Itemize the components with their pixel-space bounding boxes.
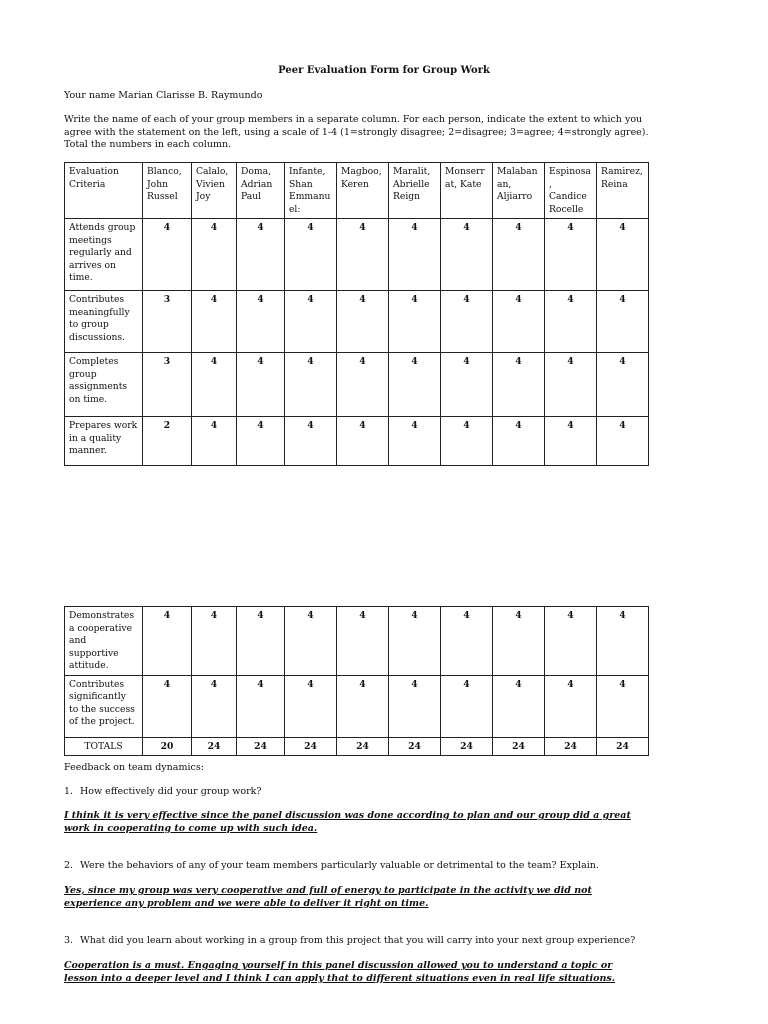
evaluation-table-top: [64, 162, 649, 466]
score-cell: 4: [545, 417, 597, 466]
question-1: [64, 786, 262, 797]
member-header: Malaban an, Aljiarro: [493, 163, 545, 219]
score-cell: 4: [285, 291, 337, 353]
answer-1: I think it is very effective since the panel discussion was done according to plan and our group did a great work in cooperating to come up with such idea.: [64, 810, 631, 834]
score-cell: 4: [237, 607, 285, 676]
total-cell: 24: [192, 737, 237, 756]
table-row: [65, 417, 649, 466]
score-cell: 4: [143, 219, 192, 291]
evaluation-table-bottom: [64, 606, 649, 756]
score-cell: 4: [337, 219, 389, 291]
score-cell: 4: [389, 417, 441, 466]
question-2: [64, 860, 599, 871]
criterion-label: Contributes meaningfully to group discussions.: [65, 291, 143, 353]
score-cell: 4: [597, 675, 649, 737]
score-cell: 4: [545, 607, 597, 676]
score-cell: 4: [237, 417, 285, 466]
score-cell: 4: [337, 607, 389, 676]
score-cell: 4: [597, 607, 649, 676]
score-cell: 4: [237, 353, 285, 417]
criterion-label: Completes group assignments on time.: [65, 353, 143, 417]
score-cell: 4: [441, 219, 493, 291]
score-cell: 4: [237, 291, 285, 353]
score-cell: 4: [493, 291, 545, 353]
question-number: 1.: [64, 786, 74, 797]
score-cell: 3: [143, 291, 192, 353]
table-row: [65, 675, 649, 737]
total-cell: 24: [389, 737, 441, 756]
criterion-label: Prepares work in a quality manner.: [65, 417, 143, 466]
criteria-header: Evaluation Criteria: [65, 163, 143, 219]
score-cell: 4: [493, 675, 545, 737]
total-cell: 24: [337, 737, 389, 756]
member-header: Doma, Adrian Paul: [237, 163, 285, 219]
score-cell: 4: [237, 675, 285, 737]
score-cell: 4: [192, 291, 237, 353]
score-cell: 4: [441, 675, 493, 737]
instructions-text: Write the name of each of your group members in a separate column. For each person, indicate the extent to which you agree with the statement on the left, using a scale of 1-4 (1=strongly disagree; 2=disagree; 3=agree; 4=strongly agree). Total the numbers in each column.: [64, 114, 649, 150]
question-3: [64, 935, 635, 946]
table-row: [65, 607, 649, 676]
score-cell: 4: [441, 353, 493, 417]
score-cell: 4: [285, 353, 337, 417]
score-cell: 4: [285, 675, 337, 737]
score-cell: 2: [143, 417, 192, 466]
score-cell: 4: [192, 607, 237, 676]
score-cell: 4: [493, 353, 545, 417]
totals-label: TOTALS: [65, 737, 143, 756]
score-cell: 4: [337, 417, 389, 466]
score-cell: 4: [545, 219, 597, 291]
total-cell: 24: [545, 737, 597, 756]
form-title: Peer Evaluation Form for Group Work: [278, 65, 490, 76]
score-cell: 4: [337, 675, 389, 737]
feedback-title: Feedback on team dynamics:: [64, 762, 204, 773]
your-name-line: Your name Marian Clarisse B. Raymundo: [64, 90, 263, 101]
totals-row: [65, 737, 649, 756]
score-cell: 4: [389, 291, 441, 353]
criterion-label: Contributes significantly to the success of the project.: [65, 675, 143, 737]
question-text: How effectively did your group work?: [80, 786, 262, 797]
score-cell: 4: [597, 417, 649, 466]
table-row: [65, 219, 649, 291]
table-header-row: [65, 163, 649, 219]
score-cell: 4: [389, 219, 441, 291]
member-header: Espinosa , Candice Rocelle: [545, 163, 597, 219]
score-cell: 4: [237, 219, 285, 291]
member-header: Ramirez, Reina: [597, 163, 649, 219]
score-cell: 4: [337, 353, 389, 417]
score-cell: 4: [192, 417, 237, 466]
score-cell: 4: [285, 607, 337, 676]
score-cell: 4: [597, 219, 649, 291]
score-cell: 4: [597, 291, 649, 353]
score-cell: 4: [493, 417, 545, 466]
score-cell: 4: [597, 353, 649, 417]
score-cell: 4: [389, 675, 441, 737]
score-cell: 4: [493, 219, 545, 291]
score-cell: 4: [192, 675, 237, 737]
score-cell: 3: [143, 353, 192, 417]
score-cell: 4: [493, 607, 545, 676]
score-cell: 4: [285, 219, 337, 291]
total-cell: 24: [493, 737, 545, 756]
answer-2: Yes, since my group was very cooperative and full of energy to participate in the activity we did not experience any problem and we were able to deliver it right on time.: [64, 885, 592, 909]
score-cell: 4: [337, 291, 389, 353]
score-cell: 4: [441, 291, 493, 353]
score-cell: 4: [143, 607, 192, 676]
table-row: [65, 291, 649, 353]
question-number: 2.: [64, 860, 74, 871]
criterion-label: Attends group meetings regularly and arrives on time.: [65, 219, 143, 291]
criterion-label: Demonstrates a cooperative and supportive attitude.: [65, 607, 143, 676]
member-header: Blanco, John Russel: [143, 163, 192, 219]
score-cell: 4: [389, 353, 441, 417]
question-text: What did you learn about working in a group from this project that you will carry into your next group experience?: [80, 935, 636, 946]
member-header: Infante, Shan Emmanu el:: [285, 163, 337, 219]
score-cell: 4: [192, 219, 237, 291]
score-cell: 4: [545, 291, 597, 353]
score-cell: 4: [389, 607, 441, 676]
member-header: Maralit, Abrielle Reign: [389, 163, 441, 219]
question-number: 3.: [64, 935, 74, 946]
member-header: Calalo, Vivien Joy: [192, 163, 237, 219]
table-row: [65, 353, 649, 417]
score-cell: 4: [545, 353, 597, 417]
member-header: Monserr at, Kate: [441, 163, 493, 219]
question-text: Were the behaviors of any of your team members particularly valuable or detrimental to the team? Explain.: [80, 860, 599, 871]
score-cell: 4: [143, 675, 192, 737]
score-cell: 4: [441, 417, 493, 466]
total-cell: 24: [285, 737, 337, 756]
total-cell: 24: [237, 737, 285, 756]
total-cell: 24: [441, 737, 493, 756]
answer-3: Cooperation is a must. Engaging yourself in this panel discussion allowed you to understand a topic or lesson into a deeper level and I think I can apply that to different situations even in real life situations.: [64, 960, 616, 984]
member-header: Magboo, Keren: [337, 163, 389, 219]
score-cell: 4: [192, 353, 237, 417]
total-cell: 24: [597, 737, 649, 756]
score-cell: 4: [545, 675, 597, 737]
total-cell: 20: [143, 737, 192, 756]
score-cell: 4: [285, 417, 337, 466]
score-cell: 4: [441, 607, 493, 676]
